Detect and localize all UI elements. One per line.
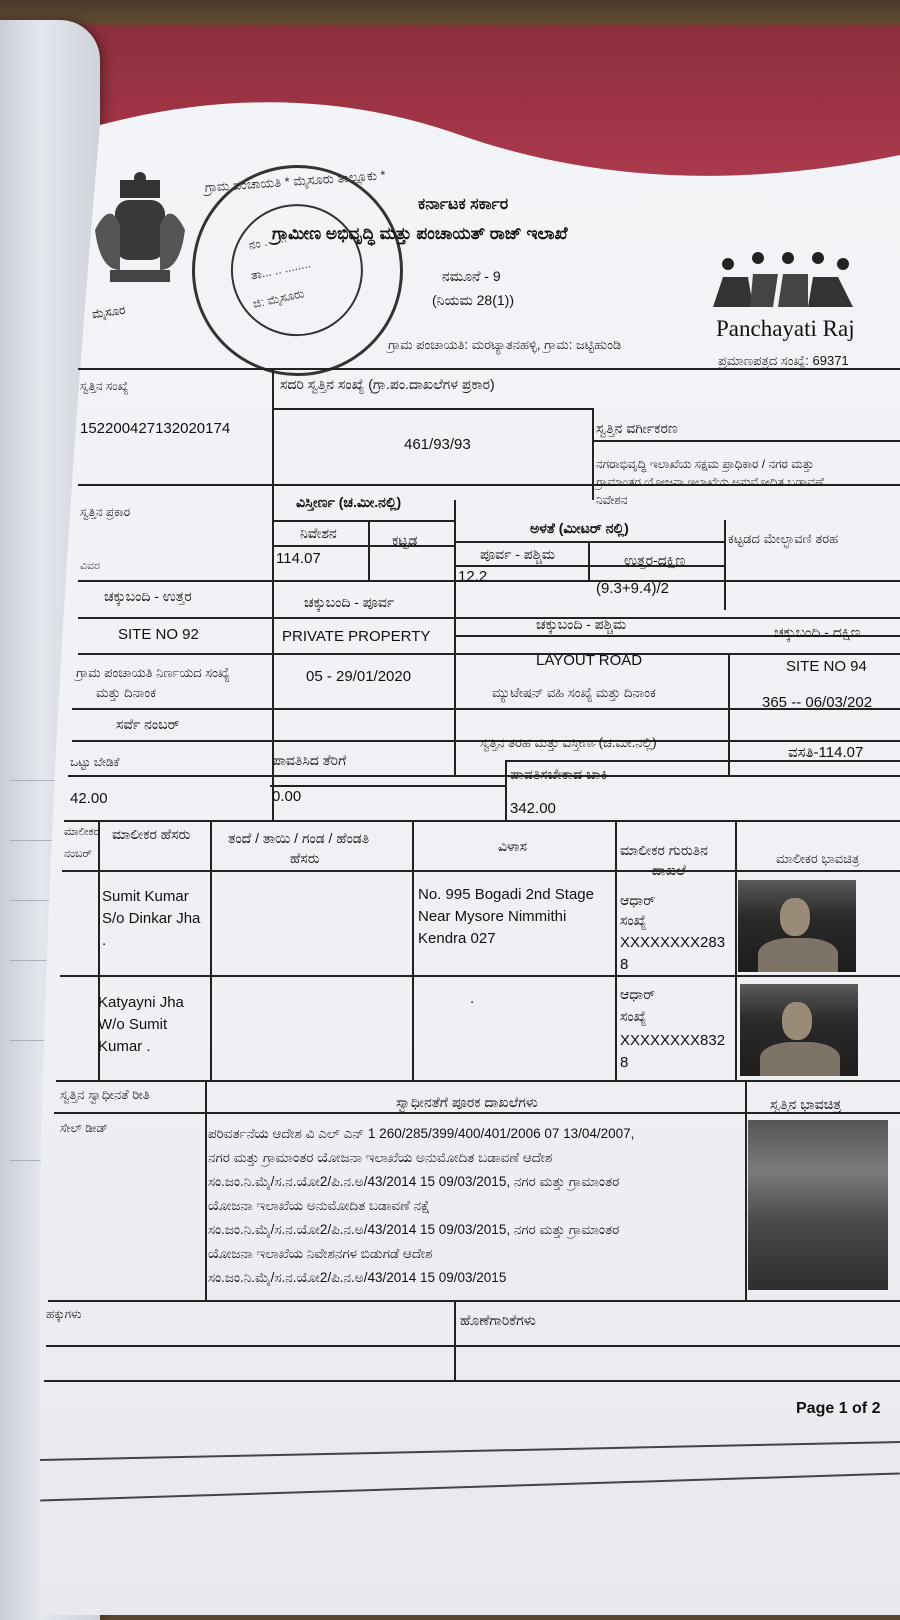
certificate-number: ಪ್ರಮಾಣಪತ್ರದ ಸಂಖ್ಯೆ: 69371 bbox=[718, 353, 849, 368]
north-south-value: (9.3+9.4)/2 bbox=[596, 580, 669, 597]
east-west-label: ಪೂರ್ವ - ಪಶ್ಚಿಮ bbox=[480, 546, 556, 562]
north-south-label: ಉತ್ತರ-ದಕ್ಷಿಣ bbox=[624, 552, 686, 568]
tax-paid-value: 0.00 bbox=[272, 788, 302, 805]
owner2-id-value1: XXXXXXXX832 bbox=[620, 1032, 726, 1049]
mutation-label: ಮ್ಯುಟೇಷನ್ ವಹಿ ಸಂಖ್ಯೆ ಮತ್ತು ದಿನಾಂಕ bbox=[492, 685, 656, 700]
north-boundary-value: SITE NO 92 bbox=[118, 626, 199, 643]
area-label: ವಿಸ್ತೀರ್ಣ (ಚ.ಮೀ.ನಲ್ಲಿ) bbox=[296, 494, 402, 510]
west-boundary-label: ಚಕ್ಕುಬಂದಿ - ಪಶ್ಚಿಮ bbox=[536, 616, 627, 632]
old-number-value: 461/93/93 bbox=[404, 436, 471, 453]
owner-photo-col: ಮಾಲೀಕರ ಭಾವಚಿತ್ರ bbox=[776, 851, 860, 866]
owner2-photo bbox=[740, 984, 858, 1076]
owner2-id-label1: ಆಧಾರ್ bbox=[620, 986, 656, 1002]
owner-parent-col-2: ಹೆಸರು bbox=[290, 850, 320, 866]
state-emblem-icon bbox=[90, 170, 190, 310]
east-boundary-value: PRIVATE PROPERTY bbox=[282, 628, 431, 645]
owner1-id-label1: ಆಧಾರ್ bbox=[620, 892, 656, 908]
doc-line-6: ಯೋಜನಾ ಇಲಾಖೆಯ ನಿವೇಶನಗಳ ಬಿಡುಗಡೆ ಆದೇಶ bbox=[208, 1246, 433, 1261]
south-boundary-value: SITE NO 94 bbox=[786, 658, 867, 675]
owner1-name-line1: Sumit Kumar bbox=[102, 888, 189, 905]
logo-text: Panchayati Raj bbox=[716, 316, 855, 341]
tax-balance-value: 342.00 bbox=[510, 800, 556, 817]
classification-line-2: ಗ್ರಾಮಾಂತರ ಯೋಜನಾ ಇಲಾಖೆಯ ಅನುಮೋದಿತ ಬಡಾವಣೆ bbox=[596, 475, 824, 489]
classification-label: ಸ್ವತ್ತಿನ ವರ್ಗೀಕರಣ bbox=[596, 420, 678, 436]
type-area-value: ವಸತಿ-114.07 bbox=[788, 744, 864, 761]
seal-line-3: ಜಿ: ಮೈಸೂರು bbox=[251, 286, 306, 311]
seal-line-1: ನಂ . ..... bbox=[247, 230, 289, 253]
tax-demand-value: 42.00 bbox=[70, 790, 108, 807]
old-number-label: ಸದರಿ ಸ್ವತ್ತಿನ ಸಂಖ್ಯೆ (ಗ್ರಾ.ಪಂ.ದಾಖಲೆಗಳ ಪ್ರಕಾರ) bbox=[280, 376, 495, 392]
doc-line-7: ಸಂ.ಜಂ.ನಿ.ಮೈ/ಸ.ನ.ಯೋ2/ಪಿ.ನ.ಅ/43/2014 15 09/03/2015 bbox=[208, 1270, 507, 1285]
seal-line-2: ತಾ... .. ........ bbox=[249, 256, 312, 283]
dimension-label: ಅಳತೆ (ಮೀಟರ್ ನಲ್ಲಿ) bbox=[530, 520, 629, 536]
owner1-address-line1: No. 995 Bogadi 2nd Stage bbox=[418, 886, 594, 903]
north-boundary-label: ಚಕ್ಕುಬಂದಿ - ಉತ್ತರ bbox=[104, 588, 192, 604]
panchayati-raj-logo-icon bbox=[708, 252, 858, 312]
owner-number-label-1: ಮಾಲೀಕರ bbox=[64, 826, 100, 838]
property-id-value: 152200427132020174 bbox=[80, 420, 231, 437]
tax-paid-label: ಪಾವತಿಸಿದ ತೆರಿಗೆ bbox=[272, 752, 347, 768]
classification-line-1: ನಗರಾಭಿವೃದ್ಧಿ ಇಲಾಖೆಯ ಸಕ್ಷಮ ಪ್ರಾಧಿಕಾರ / ನಗರ ಮತ್ತು bbox=[596, 457, 814, 471]
government-title: ಕರ್ನಾಟಕ ಸರ್ಕಾರ bbox=[418, 196, 509, 213]
tax-demand-label: ಒಟ್ಟು ಬೇಡಿಕೆ bbox=[70, 755, 120, 769]
property-id-label: ಸ್ವತ್ತಿನ ಸಂಖ್ಯೆ bbox=[80, 379, 129, 393]
resolution-label-1: ಗ್ರಾಮ ಪಂಚಾಯತಿ ನಿರ್ಣಯದ ಸಂಖ್ಯೆ bbox=[76, 665, 230, 680]
owner-id-col-1: ಮಾಲೀಕರ ಗುರುತಿನ bbox=[620, 842, 708, 858]
owner-parent-col-1: ತಂದೆ / ತಾಯಿ / ಗಂಡ / ಹೆಂಡತಿ bbox=[228, 830, 370, 846]
owner2-name-line2: W/o Sumit bbox=[98, 1016, 168, 1033]
owner1-id-value2: 8 bbox=[620, 956, 629, 973]
liabilities-label: ಹೊಣೆಗಾರಿಕೆಗಳು bbox=[460, 1312, 536, 1328]
owner1-name-line2: S/o Dinkar Jha bbox=[102, 910, 201, 927]
owner1-photo bbox=[738, 880, 856, 972]
owner-address-col: ವಿಳಾಸ bbox=[498, 838, 528, 854]
rights-label: ಹಕ್ಕುಗಳು bbox=[46, 1307, 82, 1321]
details-row-label: ವಿವರ bbox=[80, 560, 100, 572]
owner-name-col: ಮಾಲೀಕರ ಹೆಸರು bbox=[112, 826, 191, 842]
doc-line-2: ನಗರ ಮತ್ತು ಗ್ರಾಮಾಂತರ ಯೋಜನಾ ಇಲಾಖೆಯ ಅನುಮೋದಿತ ಬಡಾವಣೆ ಆದೇಶ bbox=[208, 1150, 553, 1165]
form-number: ನಮೂನೆ - 9 bbox=[442, 268, 501, 284]
department-title: ಗ್ರಾಮೀಣ ಅಭಿವೃದ್ಧಿ ಮತ್ತು ಪಂಚಾಯತ್ ರಾಜ್ ಇಲಾಖೆ bbox=[272, 224, 568, 243]
owner1-name-line3: . bbox=[102, 932, 107, 949]
owner2-name-line1: Katyayni Jha bbox=[98, 994, 184, 1011]
owner1-id-value1: XXXXXXXX283 bbox=[620, 934, 726, 951]
owner1-id-label2: ಸಂಖ್ಯೆ bbox=[620, 912, 647, 928]
roof-type-label: ಕಟ್ಟಡದ ಮೇಲ್ಛಾವಣಿ ತರಹ bbox=[728, 531, 839, 546]
survey-number-label: ಸರ್ವೆ ನಂಬರ್ bbox=[116, 716, 180, 732]
ownership-method-label: ಸ್ವತ್ತಿನ ಸ್ವಾಧೀನತೆ ರೀತಿ bbox=[60, 1087, 150, 1102]
west-boundary-value: LAYOUT ROAD bbox=[536, 652, 643, 669]
rule-number: (ನಿಯಮ 28(1)) bbox=[432, 292, 514, 308]
owner-id-col-2: ದಾಖಲೆ bbox=[652, 862, 686, 878]
owner2-name-line3: Kumar . bbox=[98, 1038, 151, 1055]
doc-line-1: ಪರಿವರ್ತನೆಯ ಆದೇಶ ವಿ ಎಲ್ ಎನ್ 1 260/285/399/400/401/2006 07 13/04/2007, bbox=[208, 1126, 635, 1141]
south-boundary-label: ಚಕ್ಕುಬಂದಿ - ದಕ್ಷಿಣ bbox=[774, 624, 861, 640]
building-label: ಕಟ್ಟಡ bbox=[392, 532, 418, 548]
classification-line-3: ನಿವೇಶನ bbox=[596, 493, 628, 507]
owner2-id-label2: ಸಂಖ್ಯೆ bbox=[620, 1008, 647, 1024]
owner2-address: . bbox=[470, 990, 475, 1007]
supporting-docs-label: ಸ್ವಾಧೀನತೆಗೆ ಪೂರಕ ದಾಖಲೆಗಳು bbox=[396, 1094, 538, 1110]
doc-line-3: ಸಂ.ಜಂ.ನಿ.ಮೈ/ಸ.ನ.ಯೋ2/ಪಿ.ನ.ಅ/43/2014 15 09/03/2015, ನಗರ ಮತ್ತು ಗ್ರಾಮಾಂತರ bbox=[208, 1174, 620, 1189]
property-type-label: ಸ್ವತ್ತಿನ ಪ್ರಕಾರ bbox=[80, 505, 131, 519]
east-west-value: 12.2 bbox=[458, 568, 488, 585]
tax-balance-label: ಪಾವತಿಸಬೇಕಾದ ಬಾಕಿ bbox=[510, 766, 608, 782]
owner1-address-line3: Kendra 027 bbox=[418, 930, 496, 947]
resolution-value: 05 - 29/01/2020 bbox=[306, 668, 412, 685]
panchayat-location: ಗ್ರಾಮ ಪಂಚಾಯತಿ: ಮರಟ್ಯಾತನಹಳ್ಳಿ, ಗ್ರಾಮ: ಜಟ್ಟಿಹುಂಡಿ bbox=[388, 337, 622, 352]
doc-line-4: ಯೋಜನಾ ಇಲಾಖೆಯ ಅನುಮೋದಿತ ಬಡಾವಣೆ ನಕ್ಷೆ bbox=[208, 1198, 430, 1213]
owner1-address-line2: Near Mysore Nimmithi bbox=[418, 908, 567, 925]
doc-line-5: ಸಂ.ಜಂ.ನಿ.ಮೈ/ಸ.ನ.ಯೋ2/ಪಿ.ನ.ಅ/43/2014 15 09/03/2015, ನಗರ ಮತ್ತು ಗ್ರಾಮಾಂತರ bbox=[208, 1222, 620, 1237]
owner-number-label-2: ನಂಬರ್ bbox=[64, 848, 92, 860]
owner2-id-value2: 8 bbox=[620, 1054, 629, 1071]
resolution-label-2: ಮತ್ತು ದಿನಾಂಕ bbox=[96, 685, 156, 700]
property-photo bbox=[748, 1120, 888, 1290]
east-boundary-label: ಚಕ್ಕುಬಂದಿ - ಪೂರ್ವ bbox=[304, 594, 395, 610]
ownership-method-value: ಸೇಲ್ ಡೀಡ್ bbox=[60, 1121, 108, 1135]
property-photo-label: ಸ್ವತ್ತಿನ ಭಾವಚಿತ್ರ bbox=[770, 1096, 842, 1112]
seal-ring-text: ಗ್ರಾಮ ಪಂಚಾಯತಿ * ಮೈಸೂರು ತಾಲ್ಲೂಕು * bbox=[204, 167, 387, 195]
page-number: Page 1 of 2 bbox=[796, 1400, 881, 1417]
type-area-label: ಸ್ವತ್ತಿನ ತರಹ ಮತ್ತು ವಿಸ್ತೀರ್ಣ(ಚ.ಮೀ.ನಲ್ಲಿ) bbox=[480, 735, 657, 750]
site-area-value: 114.07 bbox=[276, 550, 321, 567]
emblem-caption: ಮೈಸೂರ bbox=[91, 302, 127, 322]
mutation-value: 365 -- 06/03/202 bbox=[762, 694, 873, 711]
site-area-label: ನಿವೇಶನ bbox=[300, 525, 337, 541]
